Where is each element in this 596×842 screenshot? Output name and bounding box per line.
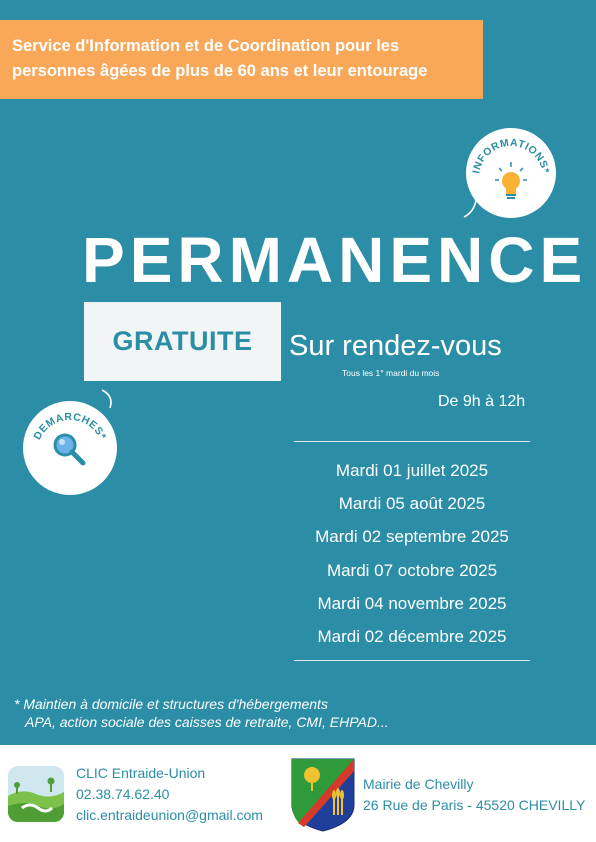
clic-contact — [76, 763, 263, 826]
footnote-line-2: APA, action sociale des caisses de retraite, CMI, EHPAD... — [25, 714, 389, 730]
date-item: Mardi 02 septembre 2025 — [315, 527, 509, 547]
demarches-badge — [23, 401, 117, 495]
clic-email[interactable]: clic.entraideunion@gmail.com — [76, 807, 263, 823]
banner-line-2: personnes âgées de plus de 60 ans et leur entourage — [12, 62, 428, 80]
date-item: Mardi 07 octobre 2025 — [326, 560, 498, 580]
demarches-badge-label: DEMARCHES* — [31, 410, 109, 442]
appointment-hours: De 9h à 12h — [438, 393, 526, 410]
clic-phone[interactable]: 02.38.74.62.40 — [76, 786, 170, 802]
gratuite-box — [84, 302, 281, 381]
dates-box — [294, 441, 530, 661]
mairie-name: Mairie de Chevilly — [363, 776, 474, 792]
mairie-contact — [363, 774, 585, 816]
footnote — [14, 695, 389, 731]
demarches-badge-graphic — [23, 401, 117, 495]
lightbulb-icon — [495, 162, 527, 199]
clic-name: CLIC Entraide-Union — [76, 765, 206, 781]
appointment-frequency: Tous les 1° mardi du mois — [342, 368, 440, 378]
banner-line-1: Service d'Information et de Coordination pour les — [12, 37, 400, 55]
chevilly-crest-graphic — [290, 757, 356, 833]
svg-text:INFORMATIONS* — [470, 137, 551, 175]
date-item: Mardi 05 août 2025 — [338, 494, 486, 514]
footnote-line-1: * Maintien à domicile et structures d'hébergements — [14, 696, 328, 712]
clic-logo — [8, 766, 64, 822]
clic-logo-graphic — [8, 766, 64, 822]
headline: PERMANENCE — [82, 224, 588, 296]
date-item: Mardi 04 novembre 2025 — [317, 593, 507, 613]
informations-bubble-tail — [462, 198, 482, 220]
informations-badge-label: INFORMATIONS* — [470, 136, 552, 175]
date-item: Mardi 01 juillet 2025 — [335, 461, 489, 480]
mairie-address: 26 Rue de Paris - 45520 CHEVILLY — [363, 797, 586, 813]
magnifier-icon — [55, 435, 83, 463]
chevilly-crest — [290, 757, 356, 833]
appointment-title: Sur rendez-vous — [289, 330, 502, 362]
footer — [0, 745, 596, 842]
top-banner — [0, 20, 483, 99]
gratuite-label: GRATUITE — [112, 326, 253, 356]
date-item: Mardi 02 décembre 2025 — [317, 627, 507, 647]
